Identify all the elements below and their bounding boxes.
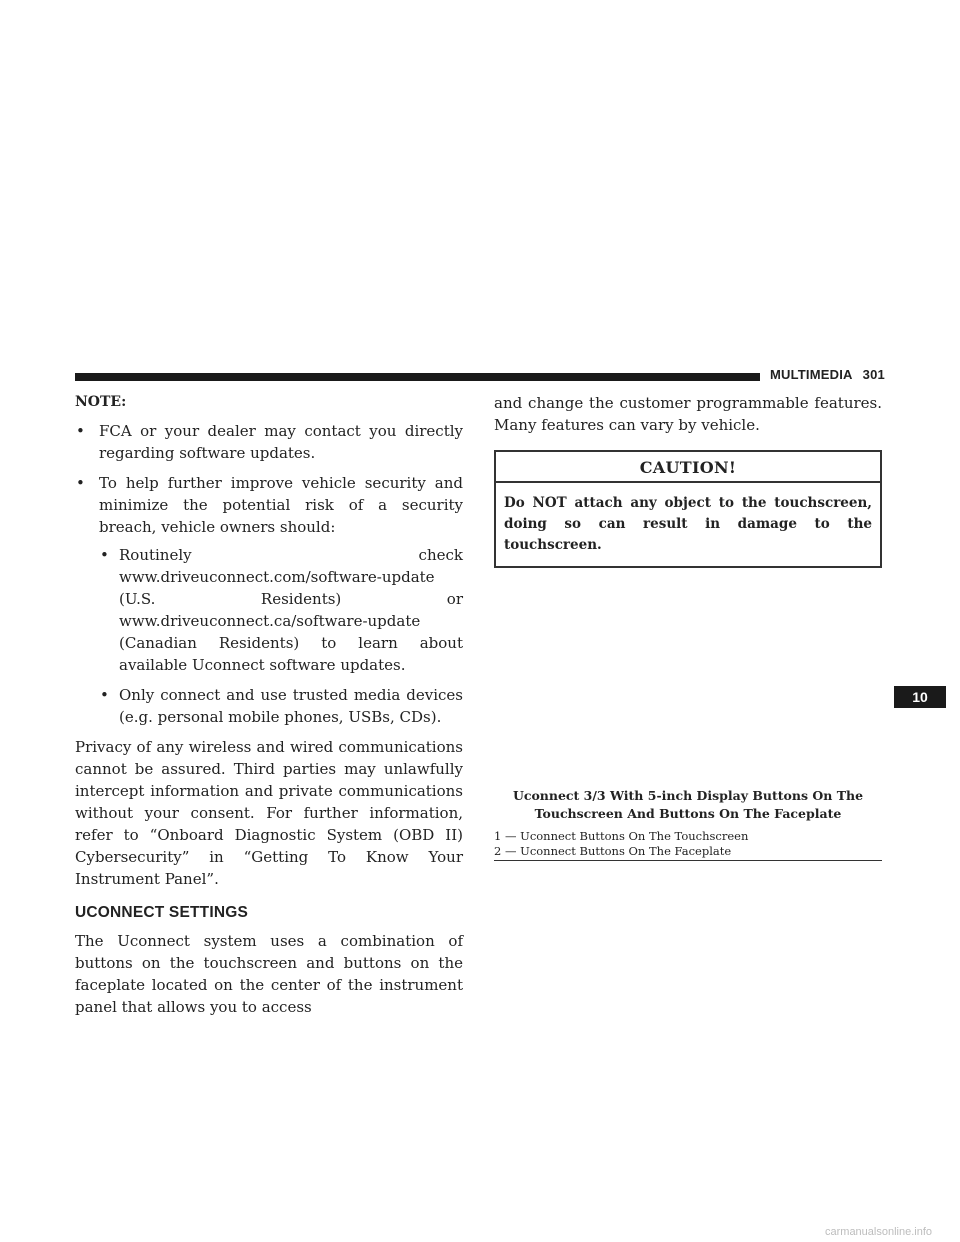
note-bullet-list	[75, 420, 463, 728]
left-column	[75, 392, 463, 1018]
section-heading: UCONNECT SETTINGS	[75, 904, 249, 921]
caution-text: Do NOT attach any object to the touchscreen, doing so can result in damage to the touchscreen.	[504, 495, 872, 553]
note-label: NOTE:	[75, 394, 127, 410]
privacy-paragraph: Privacy of any wireless and wired communications cannot be assured. Third parties may unlawfully intercept information and private communications without your consent. For further information, refer to “Onboard Diagnostic System (OBD II) Cybersecurity” in “Getting To Know Your Instrument Panel”.	[75, 738, 463, 888]
bullet-icon: •	[76, 422, 85, 440]
legend-rule	[494, 860, 882, 861]
sub-bullet: • Only connect and use trusted media devices (e.g. personal mobile phones, USBs, CDs).	[100, 686, 463, 726]
sub-bullet-list	[99, 544, 463, 728]
caution-title: CAUTION!	[496, 452, 880, 483]
sub-bullet: • Routinely check www.driveuconnect.com/software-update (U.S. Residents) or www.driveuconnect.ca/software-update (Canadian Residents) to learn about available Uconnect software updates.	[100, 546, 463, 674]
section-title: MULTIMEDIA	[770, 367, 853, 382]
watermark: carmanualsonline.info	[825, 1226, 933, 1238]
bullet-icon: •	[100, 546, 109, 564]
chapter-tab: 10	[894, 686, 946, 708]
bullet-icon: •	[100, 686, 109, 704]
note-bullet: • To help further improve vehicle security and minimize the potential risk of a security breach, vehicle owners should: • Routinely check www.driveuconnect.com/software-update (U.S. Residents) or www.driveuconnect.ca/software-update (Canadian Residents) to learn about available Uconnect software updates. • Only connect and use trusted media devices (e.g. personal mobile phones, USBs, CDs).	[76, 474, 463, 726]
settings-paragraph: The Uconnect system uses a combination of buttons on the touchscreen and buttons on the faceplate located on the center of the instrument panel that allows you to access	[75, 932, 463, 1016]
figure-legend	[494, 829, 882, 859]
running-header	[770, 367, 885, 382]
legend-item: 2 — Uconnect Buttons On The Faceplate	[494, 844, 732, 858]
bullet-icon: •	[76, 474, 85, 492]
figure-image-area	[494, 526, 882, 781]
continuation-paragraph: and change the customer programmable features. Many features can vary by vehicle.	[494, 394, 882, 434]
page-number: 301	[862, 367, 885, 382]
legend-item: 1 — Uconnect Buttons On The Touchscreen	[494, 829, 749, 843]
note-bullet: • FCA or your dealer may contact you directly regarding software updates.	[76, 422, 463, 462]
figure-caption: Uconnect 3/3 With 5-inch Display Buttons On The Touchscreen And Buttons On The Faceplate	[512, 788, 864, 821]
header-rule	[75, 373, 760, 381]
